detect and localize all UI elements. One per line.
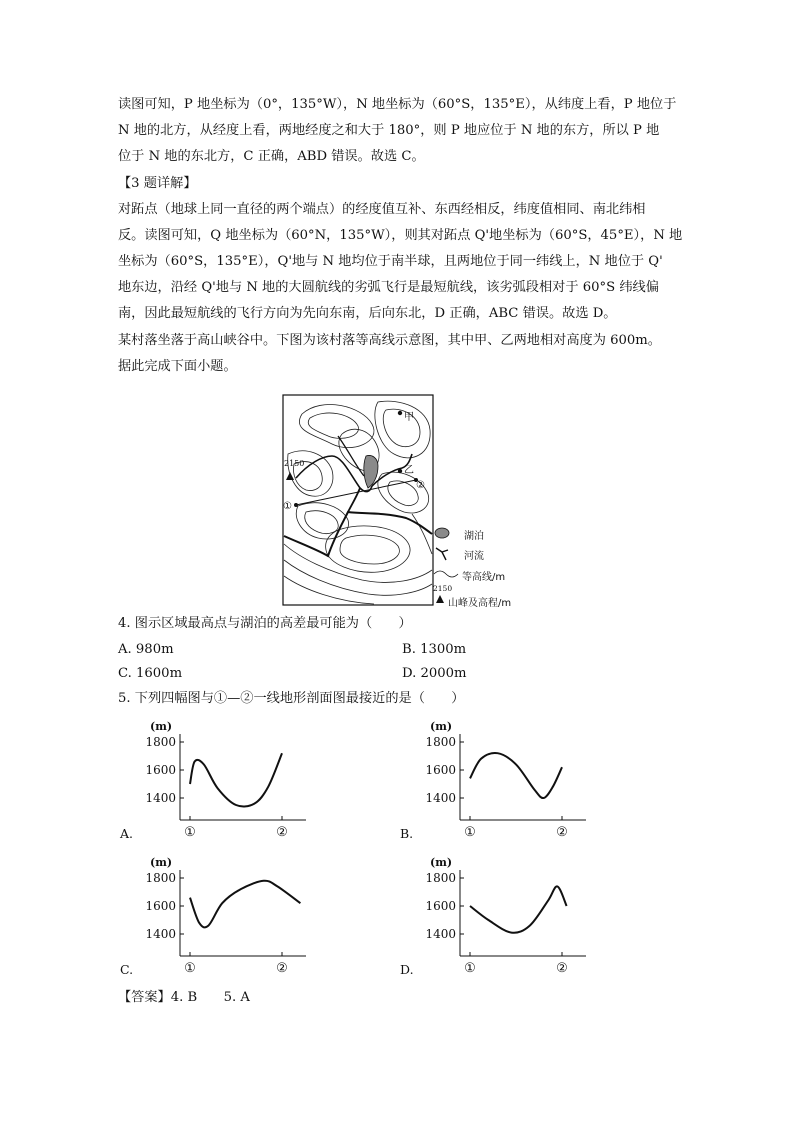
profile-chart-c-svg xyxy=(120,852,320,980)
x-tick-label: ② xyxy=(276,961,288,976)
point-1-label: ① xyxy=(283,501,292,512)
x-tick-label: ② xyxy=(556,825,568,840)
paragraph-line: 位于 N 地的东北方，C 正确，ABD 错误。故选 C。 xyxy=(118,149,425,164)
x-tick-label: ① xyxy=(184,961,196,976)
paragraph-line: 某村落坐落于高山峡谷中。下图为该村落等高线示意图，其中甲、乙两地相对高度为 600m。 xyxy=(118,333,661,348)
option-letter: C. xyxy=(120,962,134,977)
y-tick-label: 1400 xyxy=(425,927,456,941)
point-jia-label: 甲 xyxy=(404,412,414,423)
paragraph-line: 反。读图可知，Q 地坐标为（60°N，135°W），则其对跖点 Q'地坐标为（60°S，45°E），N 地 xyxy=(118,228,683,243)
legend-peak-value: 2150 xyxy=(433,584,453,593)
profile-chart-a-svg xyxy=(120,716,320,844)
point-1-dot xyxy=(294,503,298,507)
profile-curve xyxy=(470,753,562,798)
legend-peak-label: 山峰及高程/m xyxy=(448,598,512,609)
y-tick-label: 1800 xyxy=(425,735,456,749)
paragraph-line: N 地的北方，从经度上看，两地经度之和大于 180°，则 P 地应位于 N 地的东方，所以 P 地 xyxy=(118,123,660,138)
profile-chart-d-svg xyxy=(400,852,610,980)
y-unit-label: (m) xyxy=(430,856,453,869)
profile-chart-a[interactable] xyxy=(120,716,320,844)
y-tick-label: 1400 xyxy=(425,791,456,805)
y-tick-label: 1600 xyxy=(145,763,176,777)
section-heading: 【3 题详解】 xyxy=(118,176,197,191)
x-tick-label: ① xyxy=(464,825,476,840)
q4-option-b[interactable]: B. 1300m xyxy=(402,642,467,657)
q4-option-c[interactable]: C. 1600m xyxy=(118,666,183,681)
y-tick-label: 1600 xyxy=(425,899,456,913)
y-tick-label: 1800 xyxy=(145,735,176,749)
profile-chart-b-svg xyxy=(400,716,600,844)
x-tick-label: ② xyxy=(556,961,568,976)
y-tick-label: 1400 xyxy=(145,791,176,805)
legend-contour-label: 等高线/m xyxy=(462,572,506,583)
paragraph-line: 据此完成下面小题。 xyxy=(118,359,237,374)
legend-river-icon xyxy=(436,548,448,560)
legend-lake-label: 湖泊 xyxy=(464,531,484,542)
point-jia-dot xyxy=(398,411,402,415)
profile-chart-d[interactable] xyxy=(400,852,610,980)
legend-lake-icon xyxy=(435,528,449,538)
paragraph-line: 对跖点（地球上同一直径的两个端点）的经度值互补、东西经相反，纬度值相同、南北纬相 xyxy=(118,202,646,217)
y-tick-label: 1800 xyxy=(425,871,456,885)
x-tick-label: ① xyxy=(184,825,196,840)
x-tick-label: ② xyxy=(276,825,288,840)
option-letter: B. xyxy=(400,826,414,841)
answer-label: 【答案】 xyxy=(118,990,171,1005)
y-tick-label: 1600 xyxy=(145,899,176,913)
legend-contour-icon xyxy=(434,571,458,577)
profile-curve xyxy=(190,881,300,928)
profile-curve xyxy=(470,886,567,932)
y-unit-label: (m) xyxy=(430,720,453,733)
y-tick-label: 1400 xyxy=(145,927,176,941)
q5-stem: 5. 下列四幅图与①—②一线地形剖面图最接近的是（ ） xyxy=(118,691,465,706)
paragraph-line: 地东边，沿经 Q'地与 N 地的大圆航线的劣弧飞行是最短航线，该劣弧段相对于 60°S 纬线偏 xyxy=(118,280,659,295)
y-unit-label: (m) xyxy=(150,856,173,869)
option-letter: D. xyxy=(400,962,414,977)
paragraph-line: 南，因此最短航线的飞行方向为先向东南，后向东北，D 正确，ABC 错误。故选 D。 xyxy=(118,306,617,321)
answer-text: 4. B 5. A xyxy=(170,990,250,1005)
y-unit-label: (m) xyxy=(150,720,173,733)
y-tick-label: 1600 xyxy=(425,763,456,777)
option-letter: A. xyxy=(120,826,134,841)
profile-curve xyxy=(190,753,282,806)
q4-option-d[interactable]: D. 2000m xyxy=(402,666,467,681)
x-tick-label: ① xyxy=(464,961,476,976)
y-tick-label: 1800 xyxy=(145,871,176,885)
legend-peak-icon xyxy=(436,595,444,603)
answer-line xyxy=(118,988,250,1008)
point-yi-label: 乙 xyxy=(404,465,414,476)
paragraph-line: 坐标为（60°S，135°E），Q'地与 N 地均位于南半球，且两地位于同一纬线上，N 地位于 Q' xyxy=(118,254,663,269)
profile-chart-b[interactable] xyxy=(400,716,600,844)
profile-chart-c[interactable] xyxy=(120,852,320,980)
q4-option-a[interactable]: A. 980m xyxy=(118,642,174,657)
peak-elevation-label: 2150 xyxy=(284,459,305,468)
paragraph-line: 读图可知，P 地坐标为（0°，135°W），N 地坐标为（60°S，135°E），从纬度上看，P 地位于 xyxy=(118,97,677,112)
point-yi-dot xyxy=(398,469,402,473)
q4-stem: 4. 图示区域最高点与湖泊的高差最可能为（ ） xyxy=(118,616,412,631)
contour-map xyxy=(282,394,522,612)
legend-river-label: 河流 xyxy=(464,551,484,562)
point-2-label: ② xyxy=(416,480,425,491)
